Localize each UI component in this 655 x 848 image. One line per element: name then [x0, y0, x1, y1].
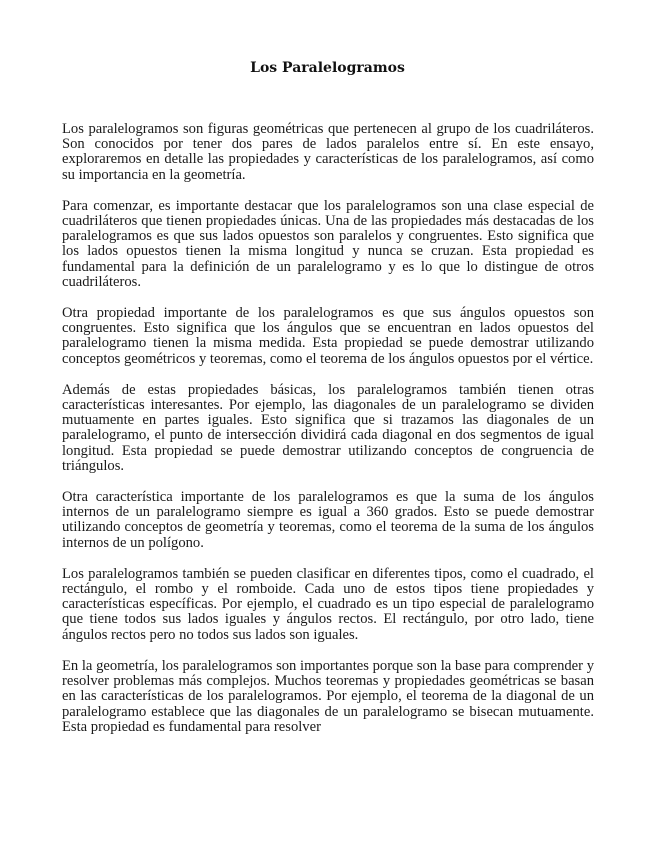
- paragraph-opposite-angles: Otra propiedad importante de los paralelogramos es que sus ángulos opuestos son congruentes. Esto significa que los ángulos que se encuentran en lados opuestos del paralelogramo tienen la misma medida. Esta propiedad se puede demostrar utilizando conceptos geométricos y teoremas, como el teorema de los ángulos opuestos por el vértice.: [62, 305, 594, 367]
- page-title: Los Paralelogramos: [250, 60, 405, 76]
- paragraph-types: Los paralelogramos también se pueden clasificar en diferentes tipos, como el cuadrado, el rectángulo, el rombo y el romboide. Cada uno de estos tipos tiene propiedades y características específicas. Por ejemplo, el cuadrado es un tipo especial de paralelogramo que tiene todos sus lados iguales y ángulos rectos. El rectángulo, por otro lado, tiene ángulos rectos pero no todos sus lados son iguales.: [62, 565, 594, 643]
- paragraph-intro: Los paralelogramos son figuras geométricas que pertenecen al grupo de los cuadriláteros. Son conocidos por tener dos pares de lados paralelos entre sí. En este ensayo, exploraremos en detalle las propiedades y características de los paralelogramos, así como su importancia en la geometría.: [62, 121, 594, 183]
- document-body: [62, 122, 594, 751]
- paragraph-importance: En la geometría, los paralelogramos son importantes porque son la base para comprender y resolver problemas más complejos. Muchos teoremas y propiedades geométricas se basan en las características de los paralelogramos. Por ejemplo, el teorema de la diagonal de un paralelogramo establece que las diagonales de un paralelogramo se bisecan mutuamente. Esta propiedad es fundamental para resolver: [62, 657, 594, 735]
- paragraph-angle-sum: Otra característica importante de los paralelogramos es que la suma de los ángulos internos de un paralelogramo siempre es igual a 360 grados. Esto se puede demostrar utilizando conceptos de geometría y teoremas, como el teorema de la suma de los ángulos internos de un polígono.: [62, 489, 594, 551]
- paragraph-opposite-sides: Para comenzar, es importante destacar que los paralelogramos son una clase especial de cuadriláteros que tienen propiedades únicas. Una de las propiedades más destacadas de los paralelogramos es que sus lados opuestos son paralelos y congruentes. Esto significa que los lados opuestos tienen la misma longitud y nunca se cruzan. Esta propiedad es fundamental para la definición de un paralelogramo y es lo que lo distingue de otros cuadriláteros.: [62, 197, 594, 290]
- paragraph-diagonals: Además de estas propiedades básicas, los paralelogramos también tienen otras características interesantes. Por ejemplo, las diagonales de un paralelogramo se dividen mutuamente en partes iguales. Esto significa que si trazamos las diagonales de un paralelogramo, el punto de intersección dividirá cada diagonal en dos segmentos de igual longitud. Esta propiedad se puede demostrar utilizando conceptos de congruencia de triángulos.: [62, 381, 594, 474]
